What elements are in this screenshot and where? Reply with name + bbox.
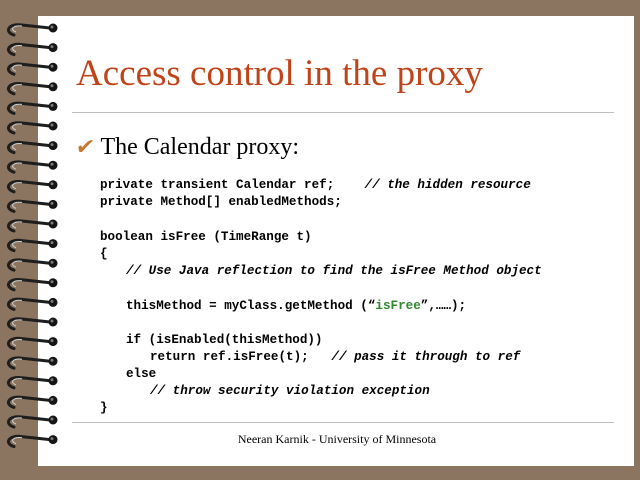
spiral-ring-icon	[8, 278, 57, 290]
code-line-11	[100, 401, 108, 415]
spiral-ring-icon	[8, 396, 57, 408]
spiral-ring-icon	[8, 161, 57, 173]
footer-divider	[72, 422, 614, 423]
code-line-4	[100, 247, 108, 261]
code-text: ”,……);	[420, 299, 467, 313]
bullet-text: The Calendar proxy:	[100, 134, 300, 160]
spiral-ring-icon	[8, 376, 57, 388]
spiral-ring-icon	[8, 220, 57, 232]
code-line-2	[100, 195, 342, 209]
code-text: else	[126, 367, 157, 381]
code-text: private Method[] enabledMethods;	[100, 195, 342, 209]
spiral-ring-icon	[8, 180, 57, 192]
code-line-3	[100, 230, 312, 244]
spiral-ring-icon	[8, 82, 57, 94]
slide-title: Access control in the proxy	[76, 53, 483, 94]
code-line-1	[100, 178, 531, 192]
code-line-5	[126, 264, 542, 278]
code-line-6	[126, 299, 466, 313]
spiral-ring-icon	[8, 24, 57, 36]
code-text: {	[100, 247, 108, 261]
code-comment: // Use Java reflection to find the isFree Method object	[126, 264, 542, 278]
code-line-7	[126, 333, 323, 347]
code-text: thisMethod = myClass.getMethod (“	[126, 299, 376, 313]
code-comment: // the hidden resource	[364, 178, 531, 192]
spiral-ring-icon	[8, 259, 57, 271]
bullet-item	[76, 134, 299, 161]
title-divider	[72, 112, 614, 113]
slide-footer: Neeran Karnik - University of Minnesota	[237, 432, 437, 446]
spiral-ring-icon	[8, 63, 57, 75]
spiral-ring-icon	[8, 102, 57, 114]
code-comment: // throw security violation exception	[150, 384, 430, 398]
code-comment: // pass it through to ref	[331, 350, 521, 364]
code-string: isFree	[375, 299, 421, 313]
code-text: boolean isFree (TimeRange t)	[100, 230, 312, 244]
spiral-ring-icon	[8, 239, 57, 251]
spiral-ring-icon	[8, 141, 57, 153]
spiral-binding	[0, 0, 70, 480]
spiral-ring-icon	[8, 200, 57, 212]
code-text: if (isEnabled(thisMethod))	[126, 333, 323, 347]
spiral-ring-icon	[8, 43, 57, 55]
code-line-10	[150, 384, 430, 398]
spiral-ring-icon	[8, 318, 57, 330]
spiral-ring-icon	[8, 357, 57, 369]
code-text: return ref.isFree(t);	[150, 350, 332, 364]
code-line-8	[150, 350, 520, 364]
checkmark-icon: ✔	[74, 134, 97, 159]
code-line-9	[126, 367, 156, 381]
spiral-ring-icon	[8, 122, 57, 134]
code-text: private transient Calendar ref;	[100, 178, 365, 192]
code-text: }	[100, 401, 108, 415]
spiral-ring-icon	[8, 337, 57, 349]
spiral-ring-icon	[8, 298, 57, 310]
spiral-ring-icon	[8, 416, 57, 428]
